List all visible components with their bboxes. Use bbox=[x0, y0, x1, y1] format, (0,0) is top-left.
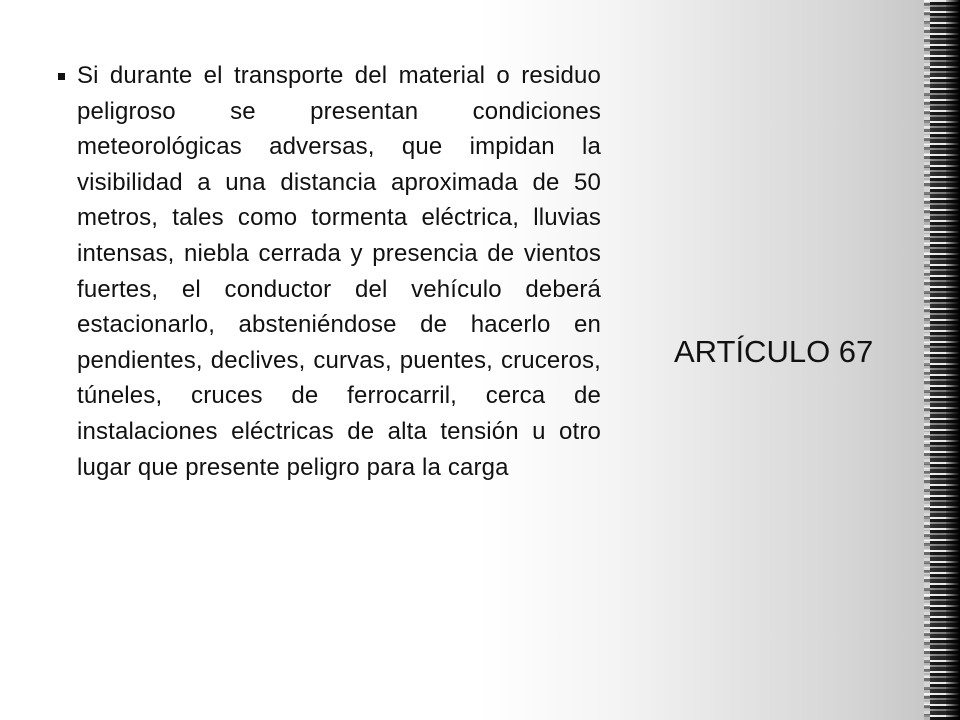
bullet-item bbox=[58, 58, 602, 485]
decorative-edge-strip bbox=[924, 0, 960, 720]
square-bullet-icon bbox=[58, 73, 65, 80]
body-text: Si durante el transporte del material o residuo peligroso se presentan condiciones meteorológicas adversas, que impidan la visibilidad a una distancia aproximada de 50 metros, tales como tormenta eléctrica, lluvias intensas, niebla cerrada y presencia de vientos fuertes, el conductor del vehículo deberá estacionarlo, absteniéndose de hacerlo en pendientes, declives, curvas, puentes, cruceros, túneles, cruces de ferrocarril, cerca de instalaciones eléctricas de alta tensión u otro lugar que presente peligro para la carga bbox=[77, 62, 601, 481]
slide-title: ARTÍCULO 67 bbox=[674, 334, 874, 369]
